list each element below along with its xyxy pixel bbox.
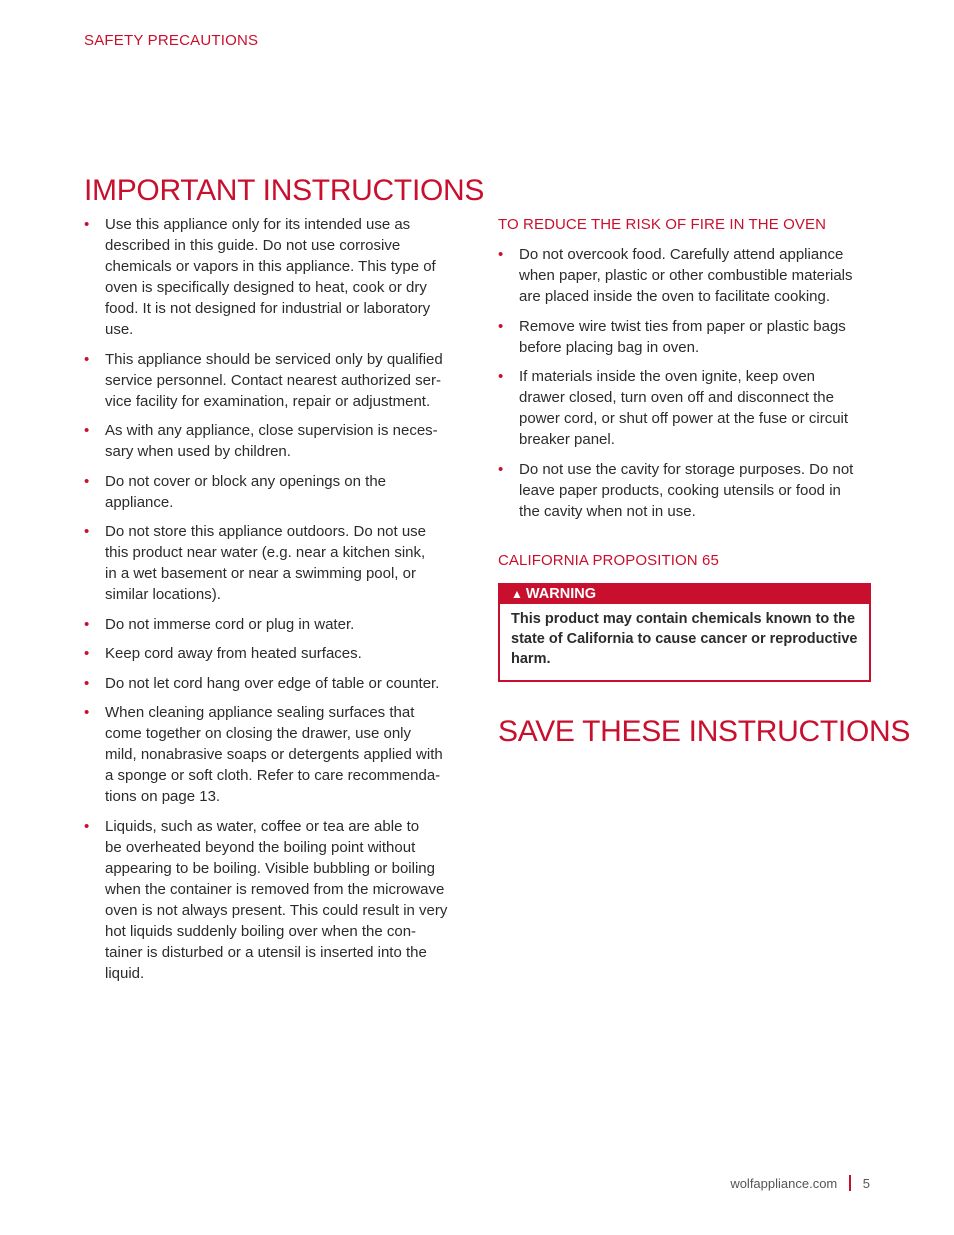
list-item-line: tainer is disturbed or a utensil is inserted into the bbox=[105, 943, 427, 961]
bullet-icon: • bbox=[84, 704, 90, 721]
list-item-line: As with any appliance, close supervision is neces- bbox=[105, 422, 438, 439]
list-item-line: when the container is removed from the microwave bbox=[105, 880, 445, 898]
list-item-line: when paper, plastic or other combustible materials bbox=[519, 267, 853, 284]
list-item-line: come together on closing the drawer, use only bbox=[105, 725, 412, 742]
list-item-line: use. bbox=[105, 321, 134, 338]
list-item-line: oven is specifically designed to heat, cook or dry bbox=[105, 279, 427, 296]
list-item bbox=[84, 673, 469, 694]
list-item-line: in a wet basement or near a swimming pool, or bbox=[105, 565, 416, 582]
warning-bar bbox=[500, 585, 869, 604]
list-item-line: mild, nonabrasive soaps or detergents applied with bbox=[105, 746, 443, 763]
list-item bbox=[498, 459, 878, 522]
footer-website: wolfappliance.com bbox=[730, 1175, 838, 1191]
list-item bbox=[84, 214, 469, 340]
list-item-line: food. It is not designed for industrial or laboratory bbox=[105, 300, 431, 317]
list-item bbox=[84, 349, 469, 412]
list-item-line: are placed inside the oven to facilitate cooking. bbox=[519, 288, 831, 305]
list-item-line: similar locations). bbox=[105, 586, 221, 603]
bullet-icon: • bbox=[84, 645, 90, 662]
list-item bbox=[498, 316, 878, 358]
list-item-line: a sponge or soft cloth. Refer to care recommenda- bbox=[105, 767, 441, 784]
list-item bbox=[84, 614, 469, 635]
list-item bbox=[84, 643, 469, 664]
save-instructions-title: SAVE THESE INSTRUCTIONS bbox=[498, 715, 911, 748]
list-item-line: breaker panel. bbox=[519, 431, 615, 448]
list-item-line: hot liquids suddenly boiling over when the con- bbox=[105, 922, 417, 940]
prop65-heading: CALIFORNIA PROPOSITION 65 bbox=[498, 551, 719, 569]
bullet-icon: • bbox=[498, 460, 504, 478]
list-item bbox=[84, 420, 469, 462]
list-item-line: Do not cover or block any openings on the bbox=[105, 472, 387, 490]
list-item-line: leave paper products, cooking utensils or food in bbox=[519, 481, 841, 499]
list-item bbox=[84, 471, 469, 513]
list-item bbox=[498, 244, 878, 307]
list-item-line: the cavity when not in use. bbox=[519, 502, 696, 520]
warning-text bbox=[500, 604, 869, 680]
list-item-line: Do not overcook food. Carefully attend appliance bbox=[519, 246, 844, 263]
important-instructions-title: IMPORTANT INSTRUCTIONS bbox=[84, 174, 485, 207]
list-item-line: power cord, or shut off power at the fuse or circuit bbox=[519, 410, 849, 427]
list-item-line: vice facility for examination, repair or adjustment. bbox=[105, 392, 431, 410]
list-item-line: Do not let cord hang over edge of table or counter. bbox=[105, 674, 440, 692]
section-header: SAFETY PRECAUTIONS bbox=[84, 32, 259, 49]
list-item-line: drawer closed, turn oven off and disconnect the bbox=[519, 389, 834, 406]
bullet-icon: • bbox=[498, 368, 504, 385]
warning-line: state of California to cause cancer or reproductive bbox=[511, 630, 858, 647]
bullet-icon: • bbox=[84, 615, 90, 633]
list-item-line: sary when used by children. bbox=[105, 443, 291, 460]
fire-risk-list bbox=[498, 244, 878, 522]
bullet-icon: • bbox=[84, 472, 90, 490]
warning-line: This product may contain chemicals known to the bbox=[511, 610, 856, 627]
bullet-icon: • bbox=[84, 523, 90, 540]
list-item bbox=[84, 702, 469, 807]
list-item-line: be overheated beyond the boiling point without bbox=[105, 838, 416, 856]
warning-triangle-icon: ▲ bbox=[511, 586, 523, 601]
list-item-line: oven is not always present. This could result in very bbox=[105, 901, 448, 919]
important-instructions-column bbox=[84, 214, 469, 992]
list-item-line: liquid. bbox=[105, 964, 145, 982]
bullet-icon: • bbox=[84, 350, 90, 368]
list-item-line: Use this appliance only for its intended use as bbox=[105, 216, 411, 233]
list-item-line: tions on page 13. bbox=[105, 788, 221, 805]
list-item-line: appliance. bbox=[105, 493, 174, 511]
list-item-line: this product near water (e.g. near a kitchen sink, bbox=[105, 544, 426, 561]
list-item bbox=[84, 816, 469, 984]
list-item-line: Remove wire twist ties from paper or plastic bags bbox=[519, 317, 846, 335]
list-item-line: before placing bag in oven. bbox=[519, 338, 700, 356]
warning-label: WARNING bbox=[525, 585, 596, 602]
list-item-line: Do not use the cavity for storage purposes. Do not bbox=[519, 460, 854, 478]
page-footer bbox=[730, 1175, 870, 1191]
right-column bbox=[498, 216, 878, 682]
footer-divider bbox=[849, 1175, 851, 1191]
list-item-line: Do not store this appliance outdoors. Do not use bbox=[105, 523, 427, 540]
list-item-line: Liquids, such as water, coffee or tea are able to bbox=[105, 817, 420, 835]
bullet-icon: • bbox=[84, 674, 90, 692]
list-item-line: chemicals or vapors in this appliance. This type of bbox=[105, 258, 436, 275]
list-item bbox=[498, 366, 878, 450]
bullet-icon: • bbox=[84, 422, 90, 439]
list-item-line: When cleaning appliance sealing surfaces that bbox=[105, 704, 415, 721]
warning-box bbox=[498, 583, 871, 682]
list-item-line: Do not immerse cord or plug in water. bbox=[105, 615, 355, 633]
list-item bbox=[84, 521, 469, 605]
important-instructions-list bbox=[84, 214, 469, 984]
list-item-line: service personnel. Contact nearest authorized ser- bbox=[105, 371, 442, 389]
bullet-icon: • bbox=[498, 317, 504, 335]
list-item-line: This appliance should be serviced only by qualified bbox=[105, 350, 443, 368]
warning-line: harm. bbox=[511, 650, 551, 667]
list-item-line: appearing to be boiling. Visible bubbling or boiling bbox=[105, 859, 435, 877]
list-item-line: If materials inside the oven ignite, keep oven bbox=[519, 368, 816, 385]
page-number: 5 bbox=[862, 1175, 870, 1191]
fire-risk-heading: TO REDUCE THE RISK OF FIRE IN THE OVEN bbox=[498, 216, 827, 233]
list-item-line: Keep cord away from heated surfaces. bbox=[105, 645, 362, 662]
list-item-line: described in this guide. Do not use corrosive bbox=[105, 237, 401, 254]
bullet-icon: • bbox=[84, 216, 90, 233]
bullet-icon: • bbox=[84, 817, 90, 835]
bullet-icon: • bbox=[498, 246, 504, 263]
